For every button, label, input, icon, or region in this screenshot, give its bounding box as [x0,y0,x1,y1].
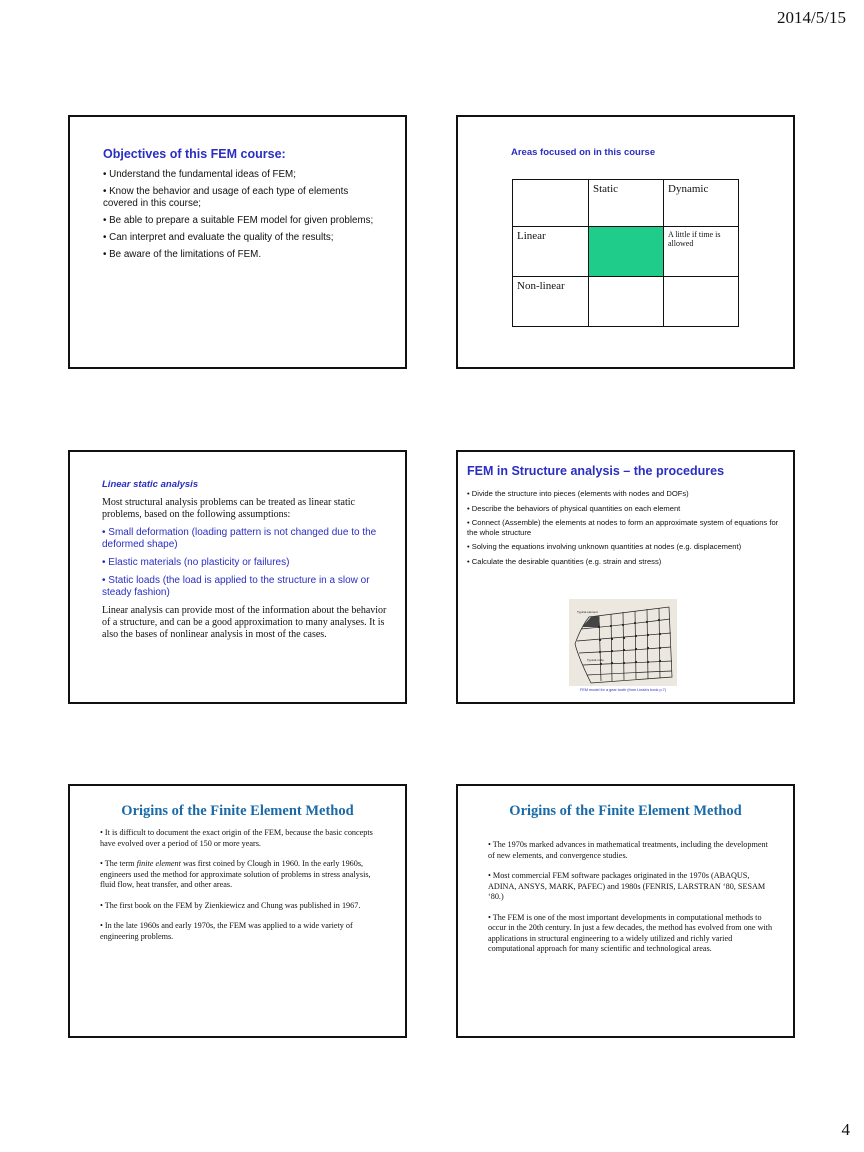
list-item: • Connect (Assemble) the elements at nodes to form an approximate system of equations for the whole structure [467,518,779,537]
slide-origins-2 [456,784,795,1038]
table-row-header-linear: Linear [513,227,589,277]
list-item: • Be able to prepare a suitable FEM model for given problems; [103,215,374,226]
page-number: 4 [841,1120,850,1139]
table-cell-empty [589,277,664,327]
conclusion-text: Linear analysis can provide most of the information about the behavior of a structure, and can be a good approximation to many analyses. It is also the bases of nonlinear analysis in most of the cases. [102,605,387,640]
slide-procedures [456,450,795,704]
slide-title: Origins of the Finite Element Method [121,803,354,819]
emphasized-term: finite element [136,859,181,868]
list-item: • The 1970s marked advances in mathematical treatments, including the development of new elements, and convergence studies. [488,840,768,860]
slide-title: FEM in Structure analysis – the procedures [467,464,725,478]
list-item: • Most commercial FEM software packages originated in the 1970s (ABAQUS, ADINA, ANSYS, MARK, PAFEC) and 1980s (FENRIS, LARSTRAN ‘80, SESAM ‘80.) [488,871,766,901]
objectives-list [103,169,383,266]
assumption-item: • Static loads (the load is applied to the structure in a slow or steady fashion) [102,575,370,598]
figure-label-node: Typical node [587,658,604,662]
list-item: • Solving the equations involving unknown quantities at nodes (e.g. displacement) [467,542,742,551]
list-item: • Know the behavior and usage of each type of elements covered in this course; [103,186,349,209]
origins-list [488,840,773,965]
table-cell-empty [513,180,589,227]
table-header-static: Static [589,180,664,227]
header-date: 2014/5/15 [777,8,846,27]
table-row-header-nonlinear: Non-linear [513,277,589,327]
assumption-item: • Small deformation (loading pattern is not changed due to the deformed shape) [102,527,377,550]
fem-mesh-figure [569,599,677,686]
list-item: • Understand the fundamental ideas of FEM; [103,169,296,180]
slide-title: Origins of the Finite Element Method [509,803,742,819]
slide-title: Linear static analysis [102,479,199,490]
table-cell-linear-dynamic: A little if time is allowed [664,227,739,277]
slide-linear-static [68,450,407,704]
areas-table [512,179,739,327]
slide-title: Objectives of this FEM course: [103,147,286,161]
list-item: • The first book on the FEM by Zienkiewicz and Chung was published in 1967. [100,900,361,910]
list-item: • Divide the structure into pieces (elements with nodes and DOFs) [467,489,689,498]
assumption-item: • Elastic materials (no plasticity or failures) [102,557,290,568]
slide-areas [456,115,795,369]
procedure-list [467,489,785,571]
origins-list [100,828,382,952]
list-item: • Be aware of the limitations of FEM. [103,249,262,260]
list-item: • Calculate the desirable quantities (e.g. strain and stress) [467,556,662,566]
list-item [100,859,382,891]
slide-objectives [68,115,407,369]
list-item: • It is difficult to document the exact origin of the FEM, because the basic concepts have evolved over a period of 150 or more years. [100,828,373,848]
slide-body [102,497,392,647]
slide-origins-1 [68,784,407,1038]
figure-label-element: Typical element [577,610,598,614]
table-header-dynamic: Dynamic [664,180,739,227]
figure-caption: FEM model for a gear tooth (from Linda's book p.7) [580,688,666,692]
table-cell-empty [664,277,739,327]
text-run: was first coined by Clough in 1960. In the early 1960s, engineers used the method for approximate solution of problems in stress analysis, fluid flow, heat transfer, and other areas. [100,859,371,889]
list-item: • Describe the behaviors of physical quantities on each element [467,503,681,513]
slide-title: Areas focused on in this course [511,147,656,158]
intro-text: Most structural analysis problems can be treated as linear static problems, based on the following assumptions: [102,497,355,520]
text-run: • The term [100,859,137,868]
table-cell-linear-static-highlight [589,227,664,277]
list-item: • The FEM is one of the most important developments in computational methods to occur in the 20th century. In just a few decades, the method has evolved from one with applications in structural engineering to a widely utilized and richly varied computational approach for many scientific and technological areas. [488,912,773,953]
list-item: • In the late 1960s and early 1970s, the FEM was applied to a wide variety of engineering problems. [100,921,353,941]
list-item: • Can interpret and evaluate the quality of the results; [103,232,334,243]
